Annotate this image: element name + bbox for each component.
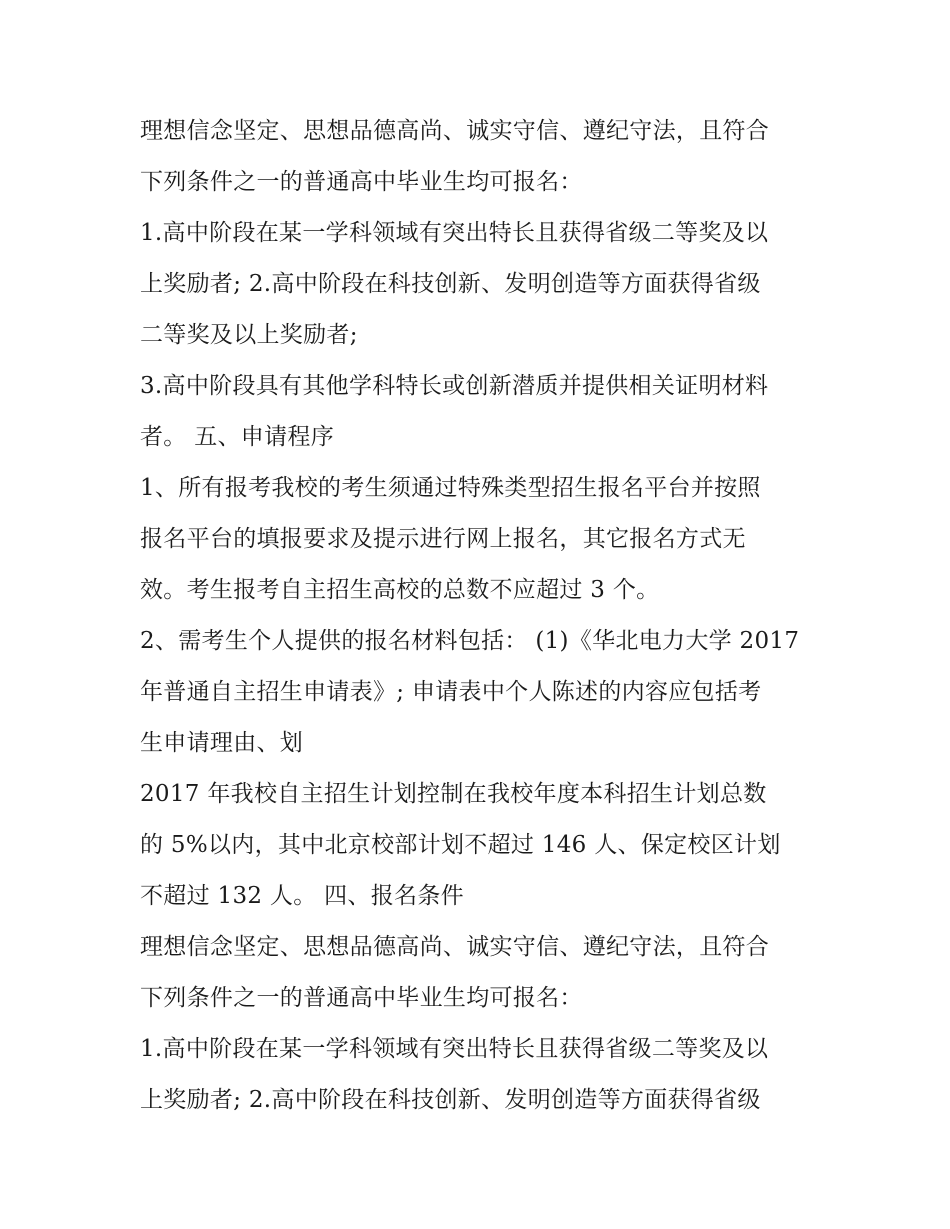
text-line: 1、所有报考我校的考生须通过特殊类型招生报名平台并按照 <box>140 475 761 501</box>
text-line: 生申请理由、划 <box>140 730 304 756</box>
text-line: 1.高中阶段在某一学科领域有突出特长且获得省级二等奖及以 <box>140 220 769 246</box>
text-line: 年普通自主招生申请表》; 申请表中个人陈述的内容应包括考 <box>140 679 762 705</box>
text-line: 3.高中阶段具有其他学科特长或创新潜质并提供相关证明材料 <box>140 373 769 399</box>
text-line: 2、需考生个人提供的报名材料包括： (1)《华北电力大学 2017 <box>140 628 800 654</box>
text-line: 上奖励者; 2.高中阶段在科技创新、发明创造等方面获得省级 <box>140 271 761 297</box>
document-body <box>140 106 830 1126</box>
text-line: 下列条件之一的普通高中毕业生均可报名： <box>140 169 583 195</box>
text-line: 的 5%以内，其中北京校部计划不超过 146 人、保定校区计划 <box>140 832 781 858</box>
text-line: 理想信念坚定、思想品德高尚、诚实守信、遵纪守法，且符合 <box>140 118 770 144</box>
text-line: 二等奖及以上奖励者; <box>140 322 358 348</box>
text-line: 2017 年我校自主招生计划控制在我校年度本科招生计划总数 <box>140 781 767 807</box>
text-line: 下列条件之一的普通高中毕业生均可报名： <box>140 985 583 1011</box>
text-line: 不超过 132 人。 四、报名条件 <box>140 883 464 909</box>
text-line: 理想信念坚定、思想品德高尚、诚实守信、遵纪守法，且符合 <box>140 934 770 960</box>
text-line: 效。考生报考自主招生高校的总数不应超过 3 个。 <box>140 577 660 603</box>
text-line: 报名平台的填报要求及提示进行网上报名，其它报名方式无 <box>140 526 746 552</box>
text-line: 上奖励者; 2.高中阶段在科技创新、发明创造等方面获得省级 <box>140 1087 761 1113</box>
text-line: 1.高中阶段在某一学科领域有突出特长且获得省级二等奖及以 <box>140 1036 769 1062</box>
text-line: 者。 五、申请程序 <box>140 424 335 450</box>
